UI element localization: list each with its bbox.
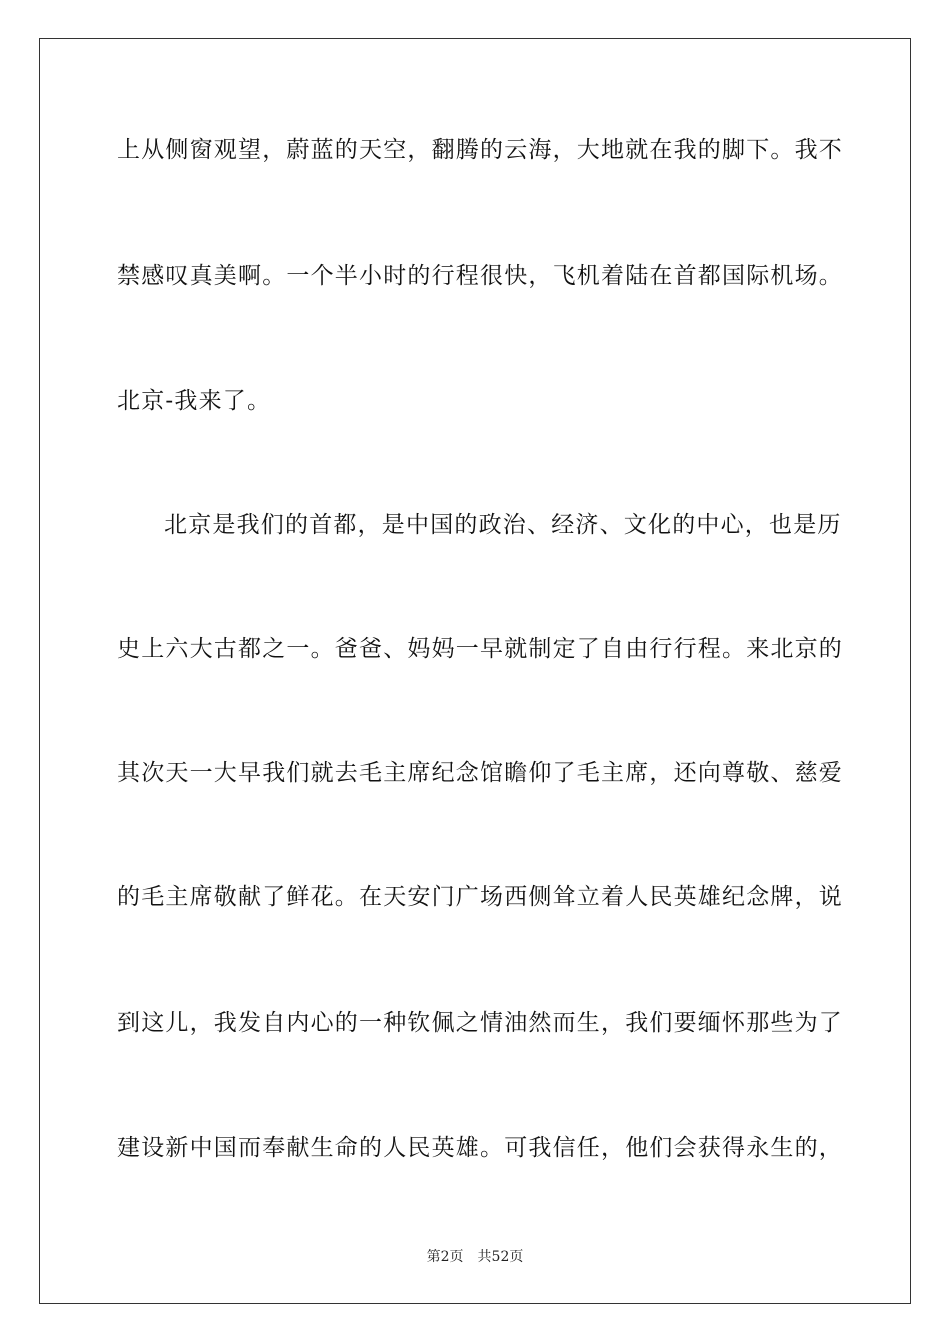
page-footer xyxy=(0,1249,950,1265)
text-line: 禁感叹真美啊。一个半小时的行程很快，飞机着陆在首都国际机场。 xyxy=(117,263,843,289)
page-total: 共52页 xyxy=(477,1249,524,1265)
text-line: 的毛主席敬献了鲜花。在天安门广场西侧耸立着人民英雄纪念牌，说 xyxy=(117,884,843,910)
paragraph-first-line: 北京是我们的首都，是中国的政治、经济、文化的中心，也是历 xyxy=(164,512,842,538)
text-line: 其次天一大早我们就去毛主席纪念馆瞻仰了毛主席，还向尊敬、慈爱 xyxy=(117,760,843,786)
text-line: 上从侧窗观望，蔚蓝的天空，翻腾的云海，大地就在我的脚下。我不 xyxy=(117,137,843,163)
text-line: 到这儿，我发自内心的一种钦佩之情油然而生，我们要缅怀那些为了 xyxy=(117,1010,843,1036)
text-line: 史上六大古都之一。爸爸、妈妈一早就制定了自由行行程。来北京的 xyxy=(117,636,843,662)
page-number: 第2页 xyxy=(426,1249,464,1265)
page-border xyxy=(39,38,911,1304)
text-line: 建设新中国而奉献生命的人民英雄。可我信任，他们会获得永生的， xyxy=(117,1135,843,1161)
text-line: 北京-我来了。 xyxy=(117,388,272,414)
